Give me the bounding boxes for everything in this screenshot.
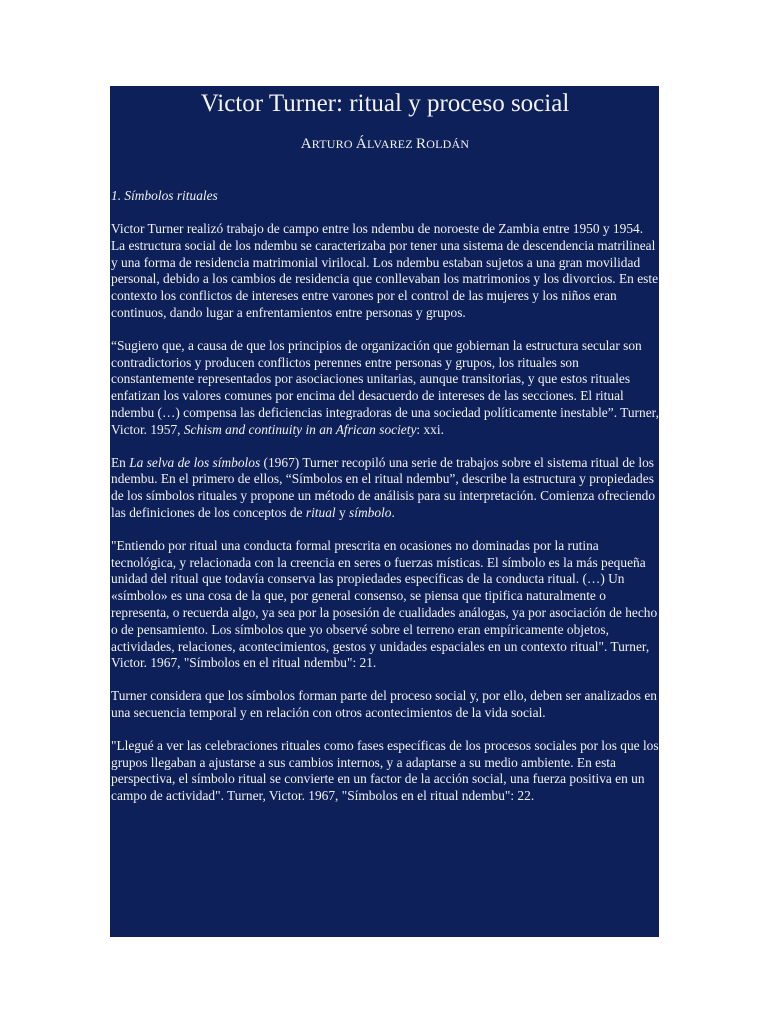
document-author: ARTURO ÁLVAREZ ROLDÁN [300, 136, 470, 152]
paragraph-4: "Entiendo por ritual una conducta formal prescrita en ocasiones no dominadas por la rutina tecnológica, y relacionada con la creencia en seres o fuerzas místicas. El símbolo es la más pequeña unidad del ritual que todavía conserva las propiedades específicas de la conducta ritual. (…) Un «símbolo» es una cosa de la que, por general consenso, se piensa que tipifica naturalmente o representa, o recuerda algo, ya sea por la posesión de cualidades análogas, ya por asociación de hecho o de pensamiento. Los símbolos que yo observé sobre el terreno eran empíricamente objetos, actividades, relaciones, acontecimientos, gestos y unidades espaciales en un contexto ritual". Turner, Victor. 1967, "Símbolos en el ritual ndembu": 21. [111, 537, 658, 671]
paragraph-1: Victor Turner realizó trabajo de campo entre los ndembu de noroeste de Zambia entre 1950 y 1954. La estructura social de los ndembu se caracterizaba por tener una sistema de descendencia matrilineal y una forma de residencia matrimonial virilocal. Los ndembu estaban sujetos a una gran movilidad personal, debido a los cambios de residencia que conllevaban los matrimonios y los divorcios. En este contexto los conflictos de intereses entre varones por el control de las mujeres y los niños eran continuos, dando lugar a enfrentamientos entre personas y grupos. [111, 221, 659, 320]
paragraph-2: “Sugiero que, a causa de que los principios de organización que gobiernan la estructura secular son contradictorios y producen conflictos perennes entre personas y grupos, los rituales son constantemente representados por asociaciones unitarias, aunque transitorias, y que estos rituales enfatizan los valores comunes por encima del desacuerdo de intereses de las secciones. El ritual ndembu (…) compensa las deficiencias integradoras de una sociedad políticamente inestable”. Turner, Victor. 1957, Schism and continuity in an African society: xxi. [111, 337, 659, 437]
paragraph-5: Turner considera que los símbolos forman parte del proceso social y, por ello, deben ser analizados en una secuencia temporal y en relación con otros acontecimientos de la vida social. [111, 688, 658, 720]
document-page [110, 86, 659, 937]
paragraph-3: En La selva de los símbolos (1967) Turner recopiló una serie de trabajos sobre el sistema ritual de los ndembu. En el primero de ellos, “Símbolos en el ritual ndembu”, describe la estructura y propiedades de los símbolos rituales y propone un método de análisis para su interpretación. Comienza ofreciendo las definiciones de los conceptos de ritual y símbolo. [111, 454, 656, 520]
document-title: Victor Turner: ritual y proceso social [200, 90, 570, 117]
paragraph-6: "Llegué a ver las celebraciones rituales como fases específicas de los procesos sociales por los que los grupos llegaban a ajustarse a sus cambios internos, y a adaptarse a su medio ambiente. En esta perspectiva, el símbolo ritual se convierte en un factor de la acción social, una fuerza positiva en un campo de actividad". Turner, Victor. 1967, "Símbolos en el ritual ndembu": 22. [111, 737, 659, 804]
section-heading: 1. Símbolos rituales [111, 188, 218, 203]
